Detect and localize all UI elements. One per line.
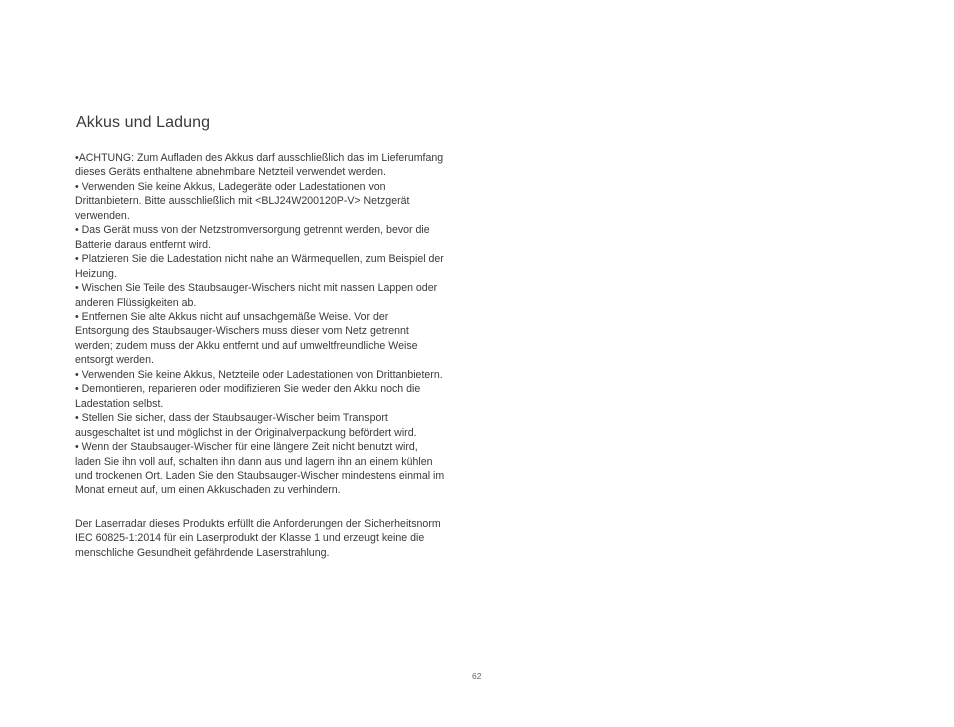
page-content xyxy=(75,112,445,571)
list-item: • Verwenden Sie keine Akkus, Ladegeräte oder Ladestationen von Drittanbietern. Bitte ausschließlich mit <BLJ24W200120P-V> Netzgerät verwenden. xyxy=(75,180,410,222)
list-item: • Wenn der Staubsauger-Wischer für eine längere Zeit nicht benutzt wird, laden Sie ihn voll auf, schalten ihn dann aus und lagern ihn an einem kühlen und trockenen Ort. Laden Sie den Staubsauger-Wischer mindestens einmal im Monat erneut auf, um einen Akkuschaden zu verhindern. xyxy=(75,441,445,497)
list-item: • Das Gerät muss von der Netzstromversorgung getrennt werden, bevor die Batterie daraus entfernt wird. xyxy=(75,224,430,251)
battery-warning-list xyxy=(75,151,445,498)
list-item: • Platzieren Sie die Ladestation nicht nahe an Wärmequellen, zum Beispiel der Heizung. xyxy=(75,253,444,280)
list-item: • Stellen Sie sicher, dass der Staubsauger-Wischer beim Transport ausgeschaltet ist und möglichst in der Originalverpackung befördert wird. xyxy=(75,412,417,439)
list-item: • Wischen Sie Teile des Staubsauger-Wischers nicht mit nassen Lappen oder anderen Flüssigkeiten ab. xyxy=(75,282,438,309)
list-item: •ACHTUNG: Zum Aufladen des Akkus darf ausschließlich das im Lieferumfang dieses Geräts enthaltene abnehmbare Netzteil verwendet werden. xyxy=(75,152,444,179)
list-item: • Entfernen Sie alte Akkus nicht auf unsachgemäße Weise. Vor der Entsorgung des Staubsauger-Wischers muss dieser vom Netz getrennt werden; zudem muss der Akku entfernt und auf umweltfreundliche Weise entsorgt werden. xyxy=(75,310,418,367)
page-number: 62 xyxy=(472,671,482,681)
section-heading: Akkus und Ladung xyxy=(76,114,211,131)
list-item: • Demontieren, reparieren oder modifizieren Sie weder den Akku noch die Ladestation selbst. xyxy=(75,383,421,410)
laser-safety-note: Der Laserradar dieses Produkts erfüllt die Anforderungen der Sicherheitsnorm IEC 60825-1:2014 für ein Laserprodukt der Klasse 1 und erzeugt keine die menschliche Gesundheit gefährdende Laserstrahlung. xyxy=(75,517,441,559)
list-item: • Verwenden Sie keine Akkus, Netzteile oder Ladestationen von Drittanbietern. xyxy=(75,368,443,381)
